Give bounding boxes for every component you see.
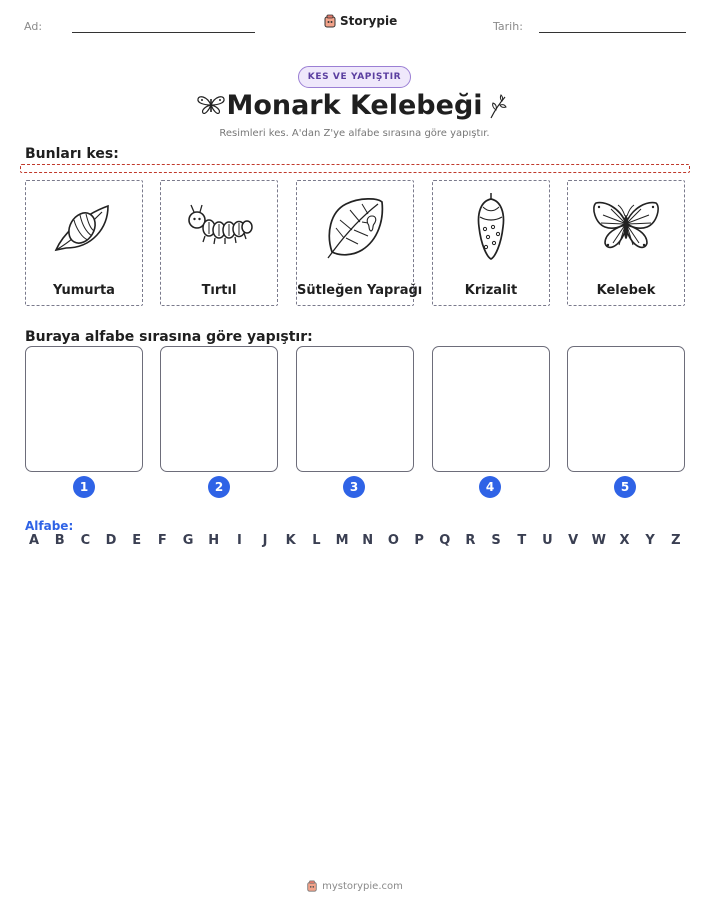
- alphabet-letter: S: [491, 533, 501, 548]
- activity-badge: KES VE YAPIŞTIR: [298, 66, 411, 88]
- paste-number-3: 3: [343, 476, 365, 498]
- name-label: Ad:: [24, 20, 43, 33]
- alphabet-letter: B: [54, 533, 65, 548]
- alphabet-letter: M: [335, 533, 349, 548]
- alphabet-letter: P: [414, 533, 424, 548]
- paste-number-4: 4: [479, 476, 501, 498]
- cut-card-label: Kelebek: [596, 283, 656, 298]
- alphabet-letter: J: [262, 533, 268, 548]
- date-line[interactable]: [539, 32, 686, 33]
- alphabet-letter: H: [208, 533, 220, 548]
- alphabet-label: Alfabe:: [25, 519, 74, 533]
- alphabet-letter: C: [80, 533, 91, 548]
- alphabet-letter: D: [105, 533, 117, 548]
- paste-number-2: 2: [208, 476, 230, 498]
- cut-card-label: Tırtıl: [201, 283, 237, 298]
- alphabet-letter: A: [28, 533, 40, 548]
- alphabet-letter: G: [182, 533, 194, 548]
- butterfly-icon: [591, 199, 661, 255]
- date-label: Tarih:: [493, 20, 523, 33]
- alphabet-letter: Z: [671, 533, 681, 548]
- cut-card-label: Yumurta: [53, 283, 115, 298]
- footer-url[interactable]: mystorypie.com: [322, 880, 403, 892]
- paste-box-5[interactable]: [567, 346, 685, 472]
- paste-section-label: Buraya alfabe sırasına göre yapıştır:: [25, 329, 313, 345]
- alphabet-letter: E: [132, 533, 142, 548]
- cut-card-caterpillar[interactable]: [160, 180, 278, 306]
- sprig-doodle-icon: [487, 94, 509, 120]
- alphabet-letter: Y: [645, 533, 655, 548]
- storypie-mascot-icon: [323, 14, 337, 28]
- egg-on-leaf-icon: [52, 198, 116, 256]
- paste-number-5: 5: [614, 476, 636, 498]
- cut-guide-line: [20, 164, 690, 173]
- alphabet-letter: O: [387, 533, 399, 548]
- alphabet-row: [25, 533, 685, 548]
- cut-card-milkweed-leaf[interactable]: [296, 180, 423, 306]
- alphabet-letter: L: [312, 533, 321, 548]
- alphabet-letter: F: [157, 533, 167, 548]
- caterpillar-icon: [183, 202, 255, 252]
- paste-box-2[interactable]: [160, 346, 278, 472]
- paste-box-3[interactable]: [296, 346, 414, 472]
- paste-number-1: 1: [73, 476, 95, 498]
- page-title: Monark Kelebeği: [226, 90, 483, 121]
- alphabet-letter: N: [362, 533, 374, 548]
- alphabet-letter: X: [619, 533, 630, 548]
- alphabet-letter: Q: [439, 533, 451, 548]
- paste-box-4[interactable]: [432, 346, 550, 472]
- cut-card-butterfly[interactable]: [567, 180, 685, 306]
- alphabet-letter: R: [465, 533, 476, 548]
- chrysalis-icon: [471, 191, 511, 263]
- paste-box-1[interactable]: [25, 346, 143, 472]
- brand-name: Storypie: [340, 14, 398, 28]
- alphabet-letter: T: [517, 533, 527, 548]
- cut-card-label: Sütleğen Yaprağı: [297, 283, 423, 298]
- alphabet-letter: I: [236, 533, 242, 548]
- cut-card-chrysalis[interactable]: [432, 180, 550, 306]
- cut-section-label: Bunları kes:: [25, 146, 119, 162]
- alphabet-letter: K: [285, 533, 296, 548]
- footer: [0, 880, 709, 892]
- alphabet-letter: V: [568, 533, 579, 548]
- storypie-mascot-icon: [306, 880, 318, 892]
- alphabet-letter: W: [591, 533, 606, 548]
- instructions: Resimleri kes. A'dan Z'ye alfabe sırasına göre yapıştır.: [219, 128, 490, 139]
- cut-card-egg[interactable]: [25, 180, 143, 306]
- alphabet-letter: U: [542, 533, 553, 548]
- milkweed-leaf-icon: [324, 194, 386, 260]
- name-line[interactable]: [72, 32, 255, 33]
- brand-logo: [323, 14, 397, 28]
- cut-card-label: Krizalit: [464, 283, 518, 298]
